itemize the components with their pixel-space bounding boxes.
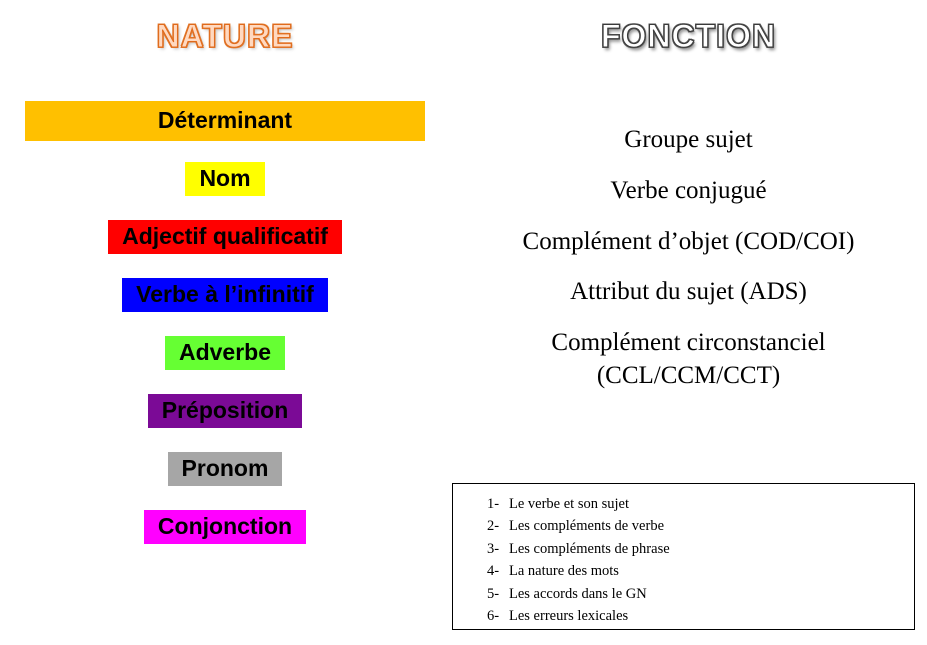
nature-row <box>0 266 450 324</box>
nature-row <box>0 150 450 208</box>
nature-row <box>0 498 450 556</box>
fonction-item: Complément circonstanciel <box>551 329 826 356</box>
theme-number: 2- <box>487 518 500 535</box>
theme-number: 6- <box>487 608 500 625</box>
theme-item <box>453 583 914 605</box>
theme-item <box>453 538 914 560</box>
theme-number: 4- <box>487 563 500 580</box>
fonction-item: (CCL/CCM/CCT) <box>596 361 781 389</box>
nature-chip: Nom <box>185 162 264 195</box>
nature-chip: Pronom <box>168 452 283 485</box>
theme-label: Le verbe et son sujet <box>509 496 629 512</box>
nature-chip: Préposition <box>148 394 303 427</box>
nature-chip: Adjectif qualificatif <box>108 220 342 253</box>
theme-item <box>453 605 914 627</box>
nature-chip: Conjonction <box>144 510 306 543</box>
themes-box <box>452 483 915 630</box>
theme-number: 5- <box>487 585 500 602</box>
theme-item <box>453 560 914 582</box>
fonction-item: Attribut du sujet (ADS) <box>570 278 807 306</box>
theme-label: La nature des mots <box>509 563 619 580</box>
nature-row <box>0 382 450 440</box>
theme-item <box>453 515 914 537</box>
column-heading-nature: NATURE <box>156 18 294 54</box>
fonction-item: Groupe sujet <box>624 126 753 153</box>
nature-row <box>0 208 450 266</box>
theme-number: 3- <box>487 540 500 557</box>
nature-chip: Déterminant <box>25 101 425 140</box>
nature-chip: Adverbe <box>165 336 285 369</box>
column-heading-fonction: FONCTION <box>600 18 777 54</box>
fonction-list <box>450 126 927 413</box>
nature-row <box>0 324 450 382</box>
nature-row <box>0 440 450 498</box>
theme-number: 1- <box>487 496 500 512</box>
nature-chip: Verbe à l’infinitif <box>122 278 328 311</box>
theme-label: Les compléments de verbe <box>509 518 665 535</box>
theme-label: Les compléments de phrase <box>509 540 670 557</box>
nature-row <box>0 92 450 150</box>
fonction-item: Verbe conjugué <box>610 176 767 204</box>
theme-item <box>453 493 914 515</box>
theme-label: Les erreurs lexicales <box>509 608 629 625</box>
theme-label: Les accords dans le GN <box>509 585 647 602</box>
fonction-item: Complément d’objet (COD/COI) <box>522 227 855 255</box>
nature-list <box>0 92 450 556</box>
